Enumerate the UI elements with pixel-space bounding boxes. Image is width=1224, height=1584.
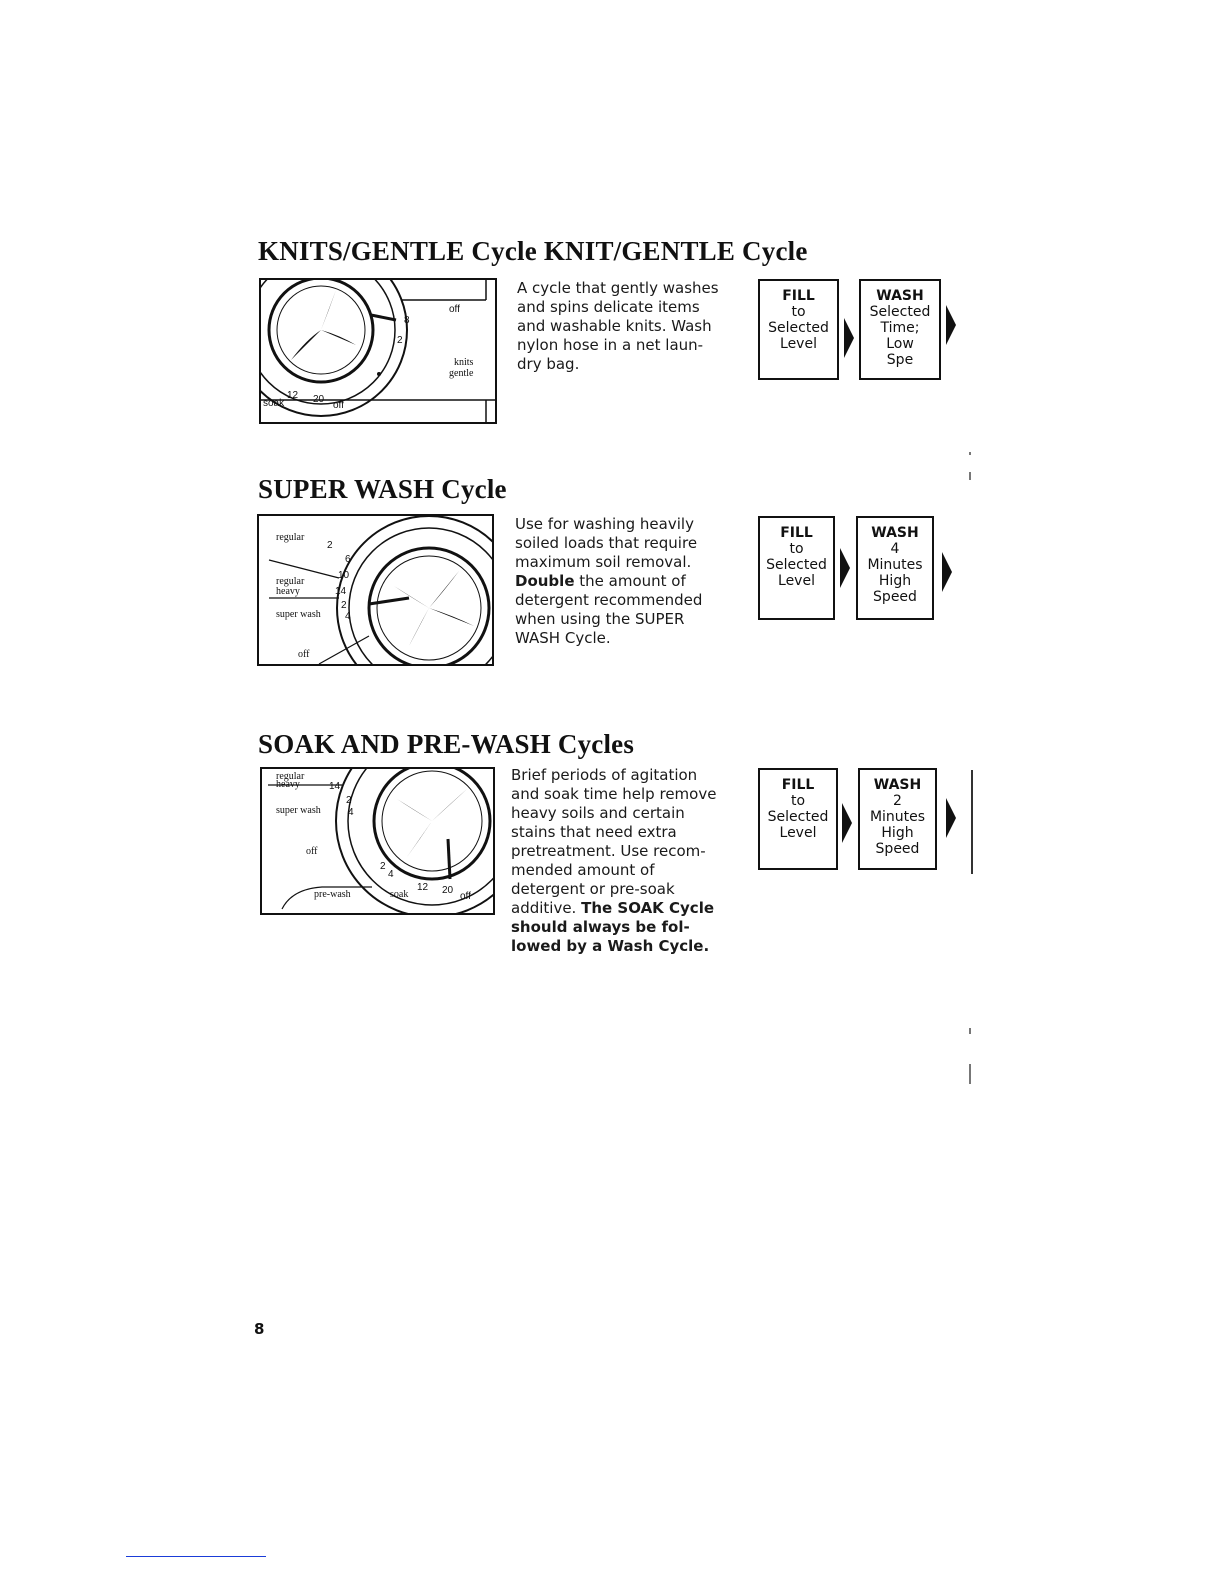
dial-label-4b: 4 xyxy=(388,869,394,880)
fill-box-title: FILL xyxy=(781,777,815,793)
wash-box-title: WASH xyxy=(871,525,919,541)
desc-line: and washable knits. Wash xyxy=(517,317,712,335)
dial-label-10: 10 xyxy=(338,570,350,581)
dial-label-4: 4 xyxy=(345,611,351,622)
scan-speck xyxy=(969,1028,971,1034)
desc-line: maximum soil removal. xyxy=(515,553,692,571)
dial-label-regular: regular xyxy=(276,532,305,543)
desc-line: and spins delicate items xyxy=(517,298,700,316)
dial-label-soak: soak xyxy=(263,398,285,409)
desc-line: dry bag. xyxy=(517,355,580,373)
fill-box-line: Selected xyxy=(766,557,827,573)
arrow-right-icon xyxy=(840,548,850,588)
dial-label-regular-2: regular xyxy=(276,576,305,587)
desc-line: mended amount of xyxy=(511,861,655,879)
wash-box-line: Speed xyxy=(875,841,920,857)
dial-label-8: 8 xyxy=(404,315,410,326)
desc-bold-double: Double xyxy=(515,572,575,590)
dial-label-12: 12 xyxy=(287,390,299,401)
fill-box-title: FILL xyxy=(780,525,813,541)
wash-box-line: Low xyxy=(886,336,914,352)
dial-label-super-wash: super wash xyxy=(276,805,321,816)
description-knits-gentle xyxy=(517,279,719,374)
dial-label-pre-wash: pre-wash xyxy=(314,889,351,900)
dial-label-2: 2 xyxy=(327,540,333,551)
desc-line: nylon hose in a net laun- xyxy=(517,336,704,354)
desc-line-rest: the amount of xyxy=(579,572,686,590)
desc-line: when using the SUPER xyxy=(515,610,685,628)
page-number: 8 xyxy=(254,1320,265,1338)
desc-line: soiled loads that require xyxy=(515,534,698,552)
dial-label-off-2: off xyxy=(460,891,471,902)
dial-label-2: 2 xyxy=(346,795,352,806)
desc-bold: The SOAK Cycle xyxy=(581,899,715,917)
dial-label-6: 6 xyxy=(345,554,351,565)
wash-box xyxy=(858,768,937,870)
fill-box-line: Selected xyxy=(768,320,829,336)
dial-label-off: off xyxy=(306,846,318,857)
dial-label-off: off xyxy=(449,304,460,315)
arrow-right-icon xyxy=(946,798,956,838)
fill-box-title: FILL xyxy=(782,288,815,304)
dial-diagram-knits-gentle xyxy=(259,278,497,424)
arrow-right-icon xyxy=(942,552,952,592)
desc-line: stains that need extra xyxy=(511,823,677,841)
desc-bold: lowed by a Wash Cycle. xyxy=(511,937,710,955)
desc-line: and soak time help remove xyxy=(511,785,717,803)
desc-line: A cycle that gently washes xyxy=(517,279,719,297)
dial-label-knits: knits xyxy=(454,357,474,368)
desc-line: Brief periods of agitation xyxy=(511,766,698,784)
fill-box-line: to xyxy=(791,304,806,320)
desc-line: Use for washing heavily xyxy=(515,515,694,533)
dial-label-20: 20 xyxy=(313,394,325,405)
section-heading-soak-pre-wash: SOAK AND PRE-WASH Cycles xyxy=(258,729,635,759)
dial-label-20: 20 xyxy=(442,885,454,896)
desc-bold: should always be fol- xyxy=(511,918,690,936)
fill-box-line: Selected xyxy=(767,809,829,825)
dial-label-off-2: off xyxy=(333,400,344,411)
dial-label-super-wash: super wash xyxy=(276,609,321,620)
desc-line: WASH Cycle. xyxy=(515,629,611,647)
fill-box-line: Level xyxy=(780,336,817,352)
section-heading-knits-gentle: KNITS/GENTLE Cycle KNIT/GENTLE Cycle xyxy=(258,236,808,266)
fill-box-line: Level xyxy=(779,825,817,841)
dial-label-14: 14 xyxy=(335,586,347,597)
wash-box-line: High xyxy=(881,825,914,841)
dial-label-heavy: heavy xyxy=(276,779,300,790)
fill-box xyxy=(758,768,838,870)
dial-label-14: 14 xyxy=(329,781,341,792)
desc-line: detergent or pre-soak xyxy=(511,880,675,898)
wash-box-line: Minutes xyxy=(867,557,923,573)
dial-label-2b: 2 xyxy=(341,600,347,611)
wash-box-line: Selected xyxy=(869,304,931,320)
dial-label-regular: regular xyxy=(276,771,305,782)
desc-line: pretreatment. Use recom- xyxy=(511,842,706,860)
arrow-right-icon xyxy=(946,305,956,345)
wash-box-line: High xyxy=(878,573,912,589)
footer-rule xyxy=(126,1556,266,1557)
fill-box-line: Level xyxy=(778,573,815,589)
desc-line-mixed xyxy=(511,899,716,918)
scan-speck xyxy=(969,1064,971,1084)
desc-line-double xyxy=(515,572,702,591)
dial-label-heavy: heavy xyxy=(276,586,300,597)
dial-label-12: 12 xyxy=(417,882,429,893)
wash-box-line: Time; xyxy=(880,320,920,336)
margin-line xyxy=(971,770,973,874)
wash-box-line: 2 xyxy=(893,793,902,809)
arrow-right-icon xyxy=(842,803,852,843)
wash-box-line: 4 xyxy=(890,541,900,557)
dial-diagram-super-wash xyxy=(257,514,494,666)
dial-label-off: off xyxy=(298,649,310,660)
fill-box-line: to xyxy=(790,793,806,809)
description-super-wash xyxy=(515,515,702,648)
section-heading-super-wash: SUPER WASH Cycle xyxy=(258,474,507,504)
fill-box-line: to xyxy=(789,541,804,557)
dial-label-4: 4 xyxy=(348,807,354,818)
arrow-right-icon xyxy=(844,318,854,358)
wash-box-title: WASH xyxy=(876,288,924,304)
desc-bold-line xyxy=(511,937,716,956)
wash-box-title: WASH xyxy=(873,777,922,793)
dial-label-gentle: gentle xyxy=(449,368,474,379)
scan-speck xyxy=(969,452,971,455)
dial-label-soak: soak xyxy=(390,889,409,900)
dial-label-2b: 2 xyxy=(380,861,386,872)
desc-bold-line xyxy=(511,918,716,937)
desc-line: heavy soils and certain xyxy=(511,804,685,822)
dial-diagram-soak-pre-wash xyxy=(260,767,495,915)
desc-plain: additive. xyxy=(511,899,577,917)
fill-box xyxy=(758,279,839,380)
desc-line: detergent recommended xyxy=(515,591,703,609)
wash-box-line: Spe xyxy=(886,352,914,368)
dial-label-2: 2 xyxy=(397,335,403,346)
scan-speck xyxy=(969,472,971,480)
wash-box xyxy=(859,279,941,380)
wash-box-line: Speed xyxy=(873,589,917,605)
wash-box xyxy=(856,516,934,620)
fill-box xyxy=(758,516,835,620)
description-soak-pre-wash xyxy=(511,766,716,956)
wash-box-line: Minutes xyxy=(869,809,926,825)
